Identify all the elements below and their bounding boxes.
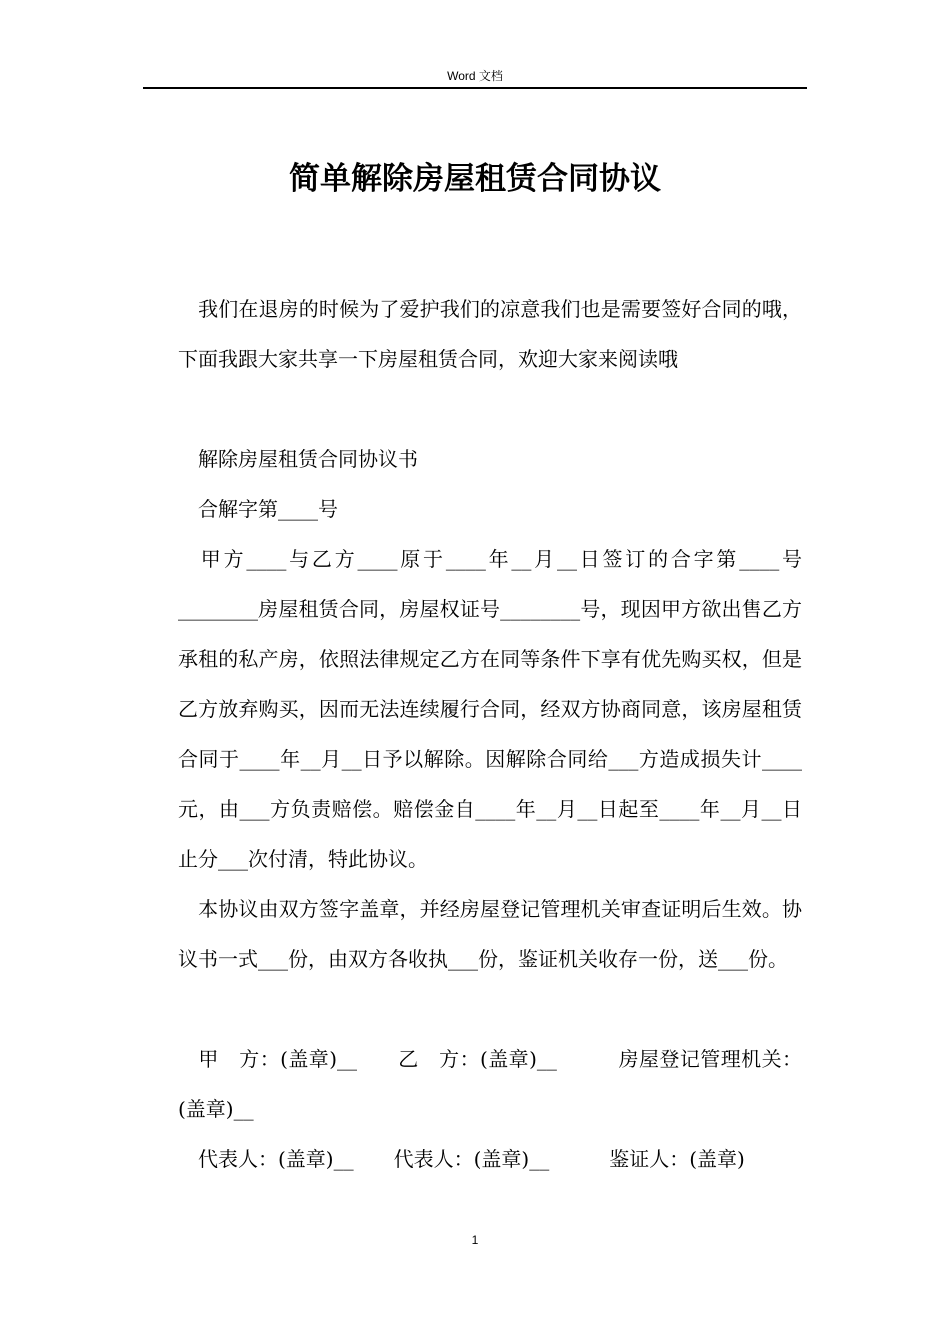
header-divider: [143, 87, 807, 89]
signature-parties-text: 甲 方：(盖章)__ 乙 方：(盖章)__ 房屋登记管理机关：(盖章)__: [178, 1047, 802, 1121]
agreement-number-text: 合解字第____号: [198, 497, 338, 521]
agreement-heading-text: 解除房屋租赁合同协议书: [198, 447, 418, 471]
agreement-number: [178, 484, 802, 534]
page-number: 1: [471, 1233, 479, 1247]
signature-representatives-line: [178, 1134, 802, 1184]
main-clause-paragraph: [178, 534, 802, 884]
signature-representatives-text: 代表人：(盖章)__ 代表人：(盖章)__ 鉴证人：(盖章): [198, 1147, 745, 1171]
main-clause-text: 甲方____与乙方____原于____年__月__日签订的合字第____号________房屋租赁合同，房屋权证号________号，现因甲方欲出售乙方承租的私产房，依照法律规定乙方在同等条件下享有优先购买权，但是乙方放弃购买，因而无法连续履行合同，经双方协商同意，该房屋租赁合同于____年__月__日予以解除。因解除合同给___方造成损失计____元，由___方负责赔偿。赔偿金自____年__月__日起至____年__月__日止分___次付清，特此协议。: [178, 547, 802, 871]
signature-parties-line: [178, 1034, 802, 1134]
page-header: Word 文档: [447, 69, 503, 83]
intro-text: 我们在退房的时候为了爱护我们的凉意我们也是需要签好合同的哦，下面我跟大家共享一下房屋租赁合同，欢迎大家来阅读哦: [178, 297, 802, 371]
document-title: 简单解除房屋租赁合同协议: [289, 161, 661, 197]
agreement-heading: [178, 434, 802, 484]
intro-paragraph: [178, 284, 802, 384]
effect-clause-paragraph: [178, 884, 802, 984]
effect-clause-text: 本协议由双方签字盖章，并经房屋登记管理机关审查证明后生效。协议书一式___份，由双方各收执___份，鉴证机关收存一份，送___份。: [178, 897, 802, 971]
